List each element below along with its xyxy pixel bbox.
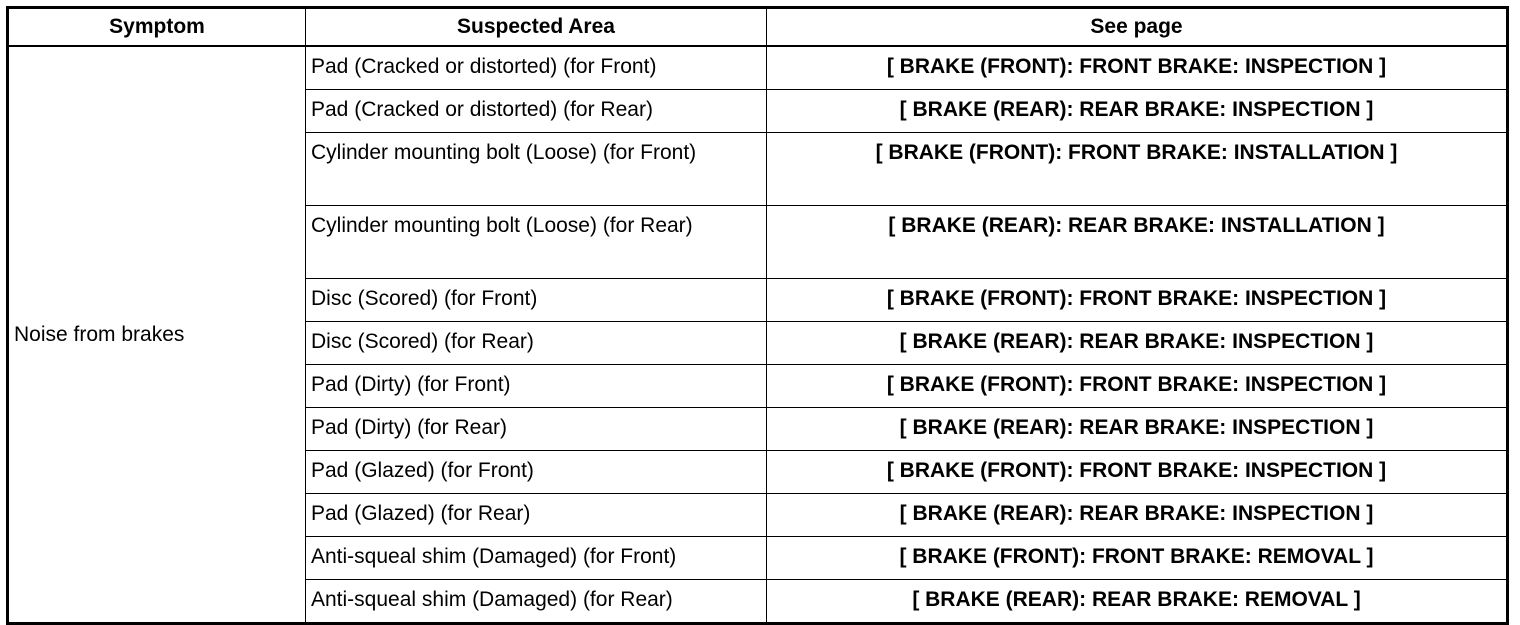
see-page-link[interactable]: [ BRAKE (FRONT): FRONT BRAKE: INSPECTION ]	[767, 451, 1508, 494]
suspected-area-cell: Cylinder mounting bolt (Loose) (for Front)	[306, 133, 767, 206]
suspected-area-cell: Anti-squeal shim (Damaged) (for Rear)	[306, 580, 767, 624]
table-header-row	[8, 8, 1508, 47]
see-page-link[interactable]: [ BRAKE (FRONT): FRONT BRAKE: INSPECTION ]	[767, 279, 1508, 322]
suspected-area-cell: Cylinder mounting bolt (Loose) (for Rear)	[306, 206, 767, 279]
see-page-link[interactable]: [ BRAKE (REAR): REAR BRAKE: INSPECTION ]	[767, 90, 1508, 133]
see-page-link[interactable]: [ BRAKE (REAR): REAR BRAKE: INSPECTION ]	[767, 322, 1508, 365]
see-page-link[interactable]: [ BRAKE (FRONT): FRONT BRAKE: INSPECTION ]	[767, 46, 1508, 90]
header-suspected-area: Suspected Area	[306, 8, 767, 47]
symptom-cell: Noise from brakes	[8, 46, 306, 624]
suspected-area-cell: Disc (Scored) (for Rear)	[306, 322, 767, 365]
see-page-link[interactable]: [ BRAKE (REAR): REAR BRAKE: INSPECTION ]	[767, 494, 1508, 537]
see-page-link[interactable]: [ BRAKE (FRONT): FRONT BRAKE: INSPECTION ]	[767, 365, 1508, 408]
suspected-area-cell: Pad (Glazed) (for Rear)	[306, 494, 767, 537]
header-see-page: See page	[767, 8, 1508, 47]
suspected-area-cell: Pad (Cracked or distorted) (for Front)	[306, 46, 767, 90]
table-row	[8, 46, 1508, 90]
suspected-area-cell: Pad (Cracked or distorted) (for Rear)	[306, 90, 767, 133]
troubleshooting-table	[6, 6, 1509, 625]
troubleshooting-table-container	[6, 6, 1506, 616]
suspected-area-cell: Pad (Dirty) (for Rear)	[306, 408, 767, 451]
see-page-link[interactable]: [ BRAKE (FRONT): FRONT BRAKE: INSTALLATION ]	[767, 133, 1508, 206]
see-page-link[interactable]: [ BRAKE (FRONT): FRONT BRAKE: REMOVAL ]	[767, 537, 1508, 580]
see-page-link[interactable]: [ BRAKE (REAR): REAR BRAKE: REMOVAL ]	[767, 580, 1508, 624]
see-page-link[interactable]: [ BRAKE (REAR): REAR BRAKE: INSTALLATION ]	[767, 206, 1508, 279]
suspected-area-cell: Pad (Dirty) (for Front)	[306, 365, 767, 408]
see-page-link[interactable]: [ BRAKE (REAR): REAR BRAKE: INSPECTION ]	[767, 408, 1508, 451]
suspected-area-cell: Pad (Glazed) (for Front)	[306, 451, 767, 494]
suspected-area-cell: Anti-squeal shim (Damaged) (for Front)	[306, 537, 767, 580]
header-symptom: Symptom	[8, 8, 306, 47]
suspected-area-cell: Disc (Scored) (for Front)	[306, 279, 767, 322]
